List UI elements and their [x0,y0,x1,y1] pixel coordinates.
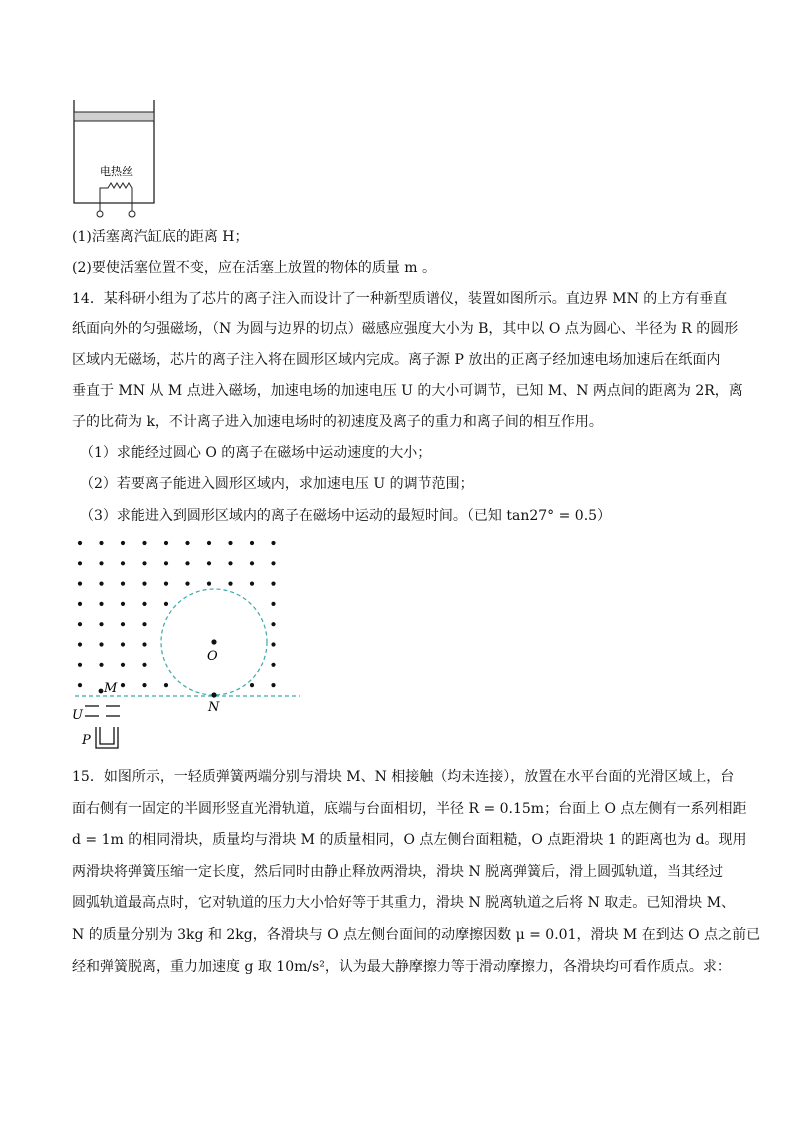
ion-source [96,727,118,748]
field-dot [164,602,168,606]
field-dot [271,602,275,606]
field-dot [207,541,211,545]
field-dot [164,561,168,565]
label-m: M [104,681,118,696]
q14-part-1: （1）求能经过圆心 O 的离子在磁场中运动速度的大小； [80,445,432,461]
q15-line-3: d = 1m 的相同滑块，质量均与滑块 M 的质量相同，O 点左侧台面粗糙，O 点距滑块 1 的距离也为 d。现用 [72,832,747,848]
field-dot [142,663,146,667]
field-dot [142,622,146,626]
field-dot [271,663,275,667]
field-dot [121,642,125,646]
q14-part-2: （2）若要离子能进入圆形区域内，求加速电压 U 的调节范围； [80,476,474,492]
field-dot [228,582,232,586]
q15-line-5: 圆弧轨道最高点时，它对轨道的压力大小恰好等于其重力，滑块 N 脱离轨道之后将 N 取走。已知滑块 M、 [72,895,736,911]
field-dot [78,561,82,565]
field-dot [250,541,254,545]
field-dot [99,663,103,667]
field-dot [142,602,146,606]
field-dot [228,541,232,545]
label-u: U [72,708,83,723]
field-dot [99,541,103,545]
q15-line-6: N 的质量分别为 3kg 和 2kg，各滑块与 O 点左侧台面间的动摩擦因数 μ = 0.01，滑块 M 在到达 O 点之前已 [72,927,761,943]
field-dot [78,602,82,606]
q14-line-1: 14．某科研小组为了芯片的离子注入而设计了一种新型质谱仪，装置如图所示。直边界 MN 的上方有垂直 [72,291,728,307]
field-dot [250,561,254,565]
field-dot [271,541,275,545]
label-p: P [82,733,91,748]
field-dot [78,683,82,687]
field-dot [207,582,211,586]
q15-line-1: 15．如图所示，一轻质弹簧两端分别与滑块 M、N 相接触（均未连接），放置在水平台面的光滑区域上，台 [72,769,735,785]
point-n-dot [211,692,216,697]
field-dot [99,622,103,626]
field-dot [142,642,146,646]
q13-part-2: (2)要使活塞位置不变，应在活塞上放置的物体的质量 m 。 [72,260,437,276]
field-dot [185,582,189,586]
label-n: N [208,700,220,715]
q14-line-4: 垂直于 MN 从 M 点进入磁场，加速电场的加速电压 U 的大小可调节，已知 M、N 两点间的距离为 2R，离 [72,383,743,399]
field-dot [185,561,189,565]
field-dot [207,561,211,565]
field-dot [250,582,254,586]
q14-line-3: 区域内无磁场，芯片的离子注入将在圆形区域内完成。离子源 P 放出的正离子经加速电场加速后在纸面内 [72,352,721,368]
field-dot [78,642,82,646]
field-dot [164,541,168,545]
field-dot [121,582,125,586]
field-dot [185,541,189,545]
field-dot [142,561,146,565]
field-dot [142,683,146,687]
field-dot [99,602,103,606]
field-dot [271,582,275,586]
field-dot [228,561,232,565]
q14-line-5: 子的比荷为 k，不计离子进入加速电场时的初速度及离子的重力和离子间的相互作用。 [72,414,603,430]
field-dot [78,663,82,667]
q14-part-3: （3）求能进入到圆形区域内的离子在磁场中运动的最短时间。（已知 tan27° = 0.5） [80,508,612,524]
field-dot [99,642,103,646]
field-dot [78,582,82,586]
field-dot [99,582,103,586]
q15-line-2: 面右侧有一固定的半圆形竖直光滑轨道，底端与台面相切，半径 R = 0.15m；台面上 O 点左侧有一系列相距 [72,801,747,817]
field-dot [250,683,254,687]
center-o-dot [211,639,216,644]
point-m-dot [99,689,104,694]
field-dot [78,541,82,545]
field-dot [121,663,125,667]
q14-line-2: 纸面向外的匀强磁场，（N 为圆与边界的切点）磁感应强度大小为 B，其中以 O 点为圆心、半径为 R 的圆形 [72,321,739,337]
field-dot [121,541,125,545]
field-dot [271,642,275,646]
field-dot [121,602,125,606]
field-dot [142,582,146,586]
field-dot [164,683,168,687]
field-dot [99,561,103,565]
field-dot [164,582,168,586]
field-dot [121,561,125,565]
label-o: O [207,649,218,664]
accelerator-plates [85,706,120,716]
field-dot [121,683,125,687]
q15-line-7: 经和弹簧脱离，重力加速度 g 取 10m/s²，认为最大静摩擦力等于滑动摩擦力，各滑块均可看作质点。求： [72,959,731,975]
q13-part-1: (1)活塞离汽缸底的距离 H； [72,229,249,245]
heater-label: 电热丝 [100,165,133,178]
field-dot [121,622,125,626]
field-dot [142,541,146,545]
q15-line-4: 两滑块将弹簧压缩一定长度，然后同时由静止释放两滑块，滑块 N 脱离弹簧后，滑上圆弧轨道，当其经过 [72,864,724,880]
field-dot [271,561,275,565]
field-dot [271,622,275,626]
field-dot [271,683,275,687]
field-dots [78,541,276,687]
field-dot [78,622,82,626]
